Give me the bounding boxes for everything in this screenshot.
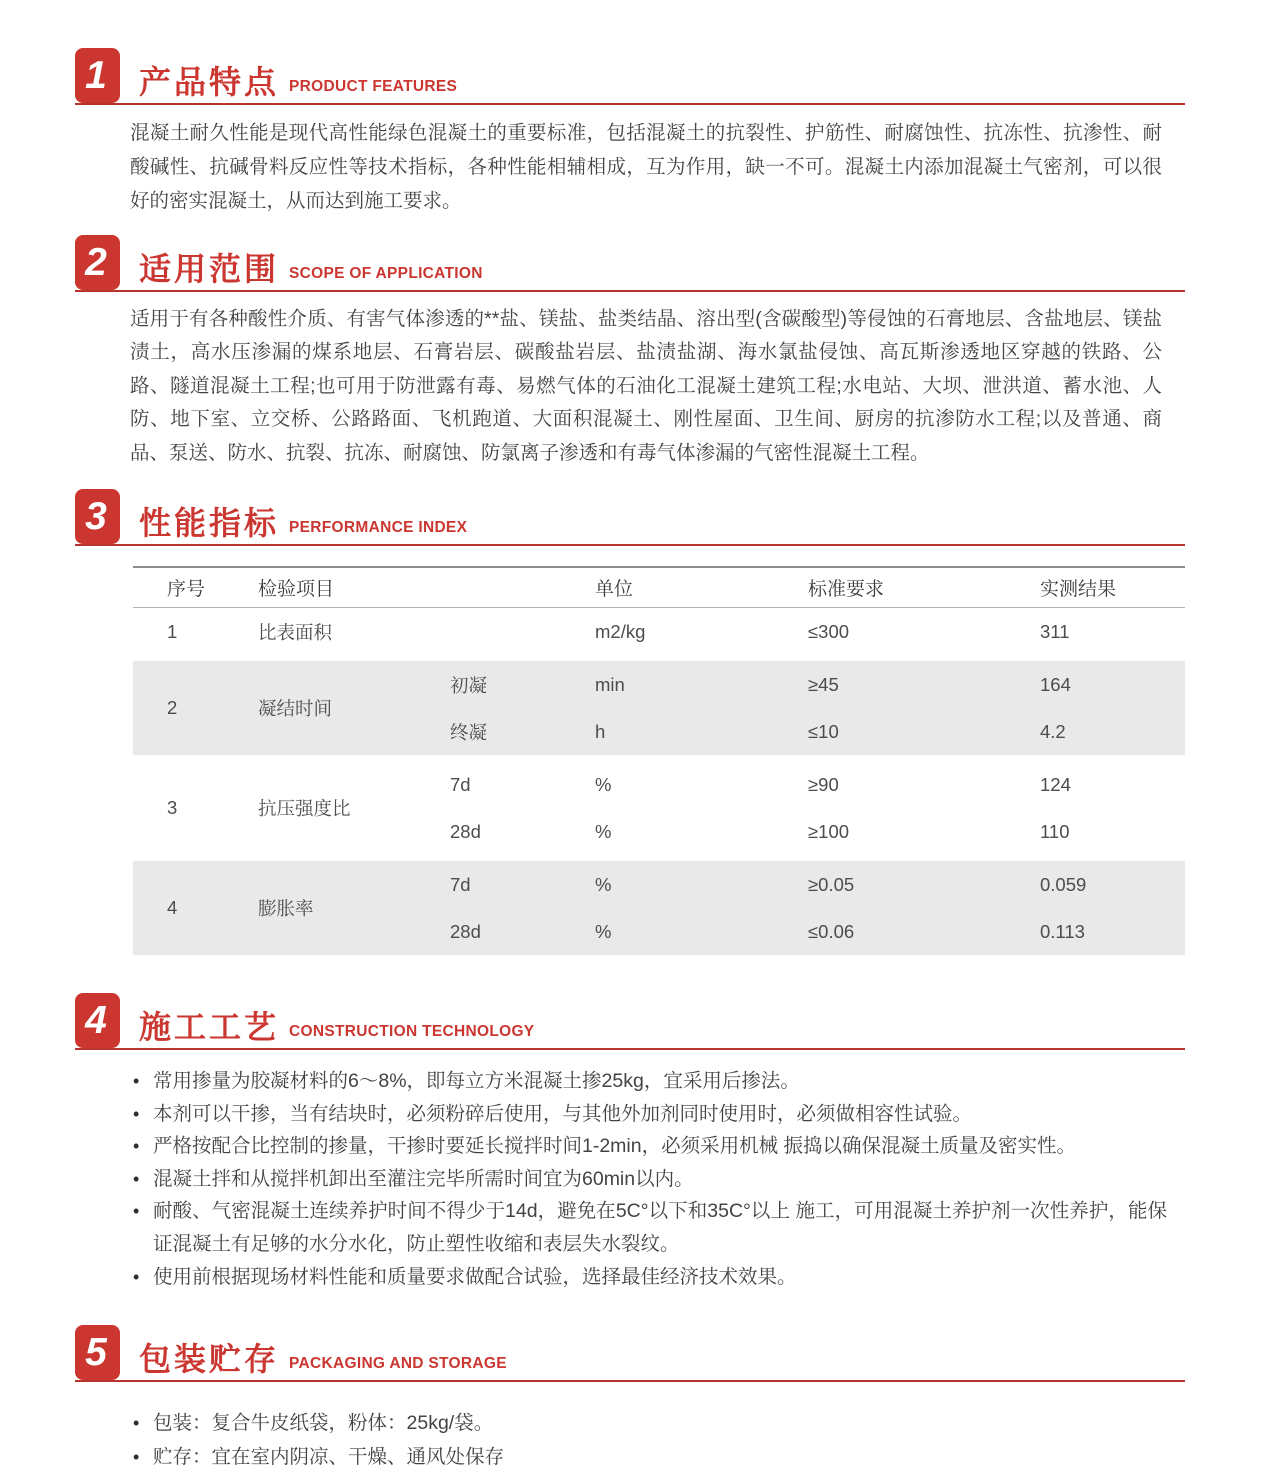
bullet-icon: [133, 1130, 139, 1163]
table-cell: min: [570, 658, 780, 708]
table-cell: 4: [133, 858, 240, 955]
section-header: [75, 991, 1185, 1050]
table-row: [133, 758, 1185, 808]
table-cell: 1: [167, 620, 178, 642]
table-cell: 抗压强度比: [240, 758, 430, 858]
section-product-features: [75, 46, 1185, 218]
section-subtitle-en: PERFORMANCE INDEX: [289, 519, 468, 537]
table-cell: h: [570, 708, 780, 758]
list-item: [132, 1440, 1167, 1474]
section-number: 3: [85, 494, 107, 538]
bullet-icon: [133, 1065, 139, 1098]
section-header: [75, 487, 1185, 546]
bullet-icon: [133, 1195, 139, 1228]
table-header-cell: 实测结果: [1010, 567, 1185, 608]
section-number-badge: [75, 1325, 120, 1380]
list-item: [132, 1098, 1167, 1131]
table-row: [133, 858, 1185, 908]
table-cell: 28d: [450, 820, 481, 842]
list-item-text: 贮存：宜在室内阴凉、干燥、通风处保存: [153, 1446, 505, 1469]
list-item-text: 本剂可以干掺，当有结块时，必须粉碎后使用，与其他外加剂同时使用时，必须做相容性试验。: [153, 1102, 973, 1125]
table-cell: 凝结时间: [240, 658, 430, 758]
table-header-cell: 序号: [133, 567, 240, 608]
list-item: [132, 1195, 1167, 1260]
performance-table: [133, 566, 1185, 955]
section-number-badge: [75, 489, 120, 544]
bullet-icon: [133, 1098, 139, 1131]
section-number: 1: [85, 53, 107, 97]
section-number-badge: [75, 993, 120, 1048]
section-number-badge: [75, 48, 120, 103]
table-cell: ≤300: [808, 620, 850, 642]
section-subtitle-en: CONSTRUCTION TECHNOLOGY: [289, 1023, 535, 1041]
table-header-cell: 单位: [570, 567, 780, 608]
table-header-row: [133, 567, 1185, 608]
table-row: [133, 608, 1185, 659]
bullet-icon: [133, 1261, 139, 1294]
table-cell: ≥45: [780, 658, 1010, 708]
table-cell: ≥0.05: [780, 858, 1010, 908]
table-cell: ≤10: [780, 708, 1010, 758]
list-item-text: 严格按配合比控制的掺量，干掺时要延长搅拌时间1-2min，必须采用机械 振捣以确保混凝土质量及密实性。: [153, 1135, 1077, 1158]
list-item: [132, 1163, 1167, 1196]
section-header: [75, 46, 1185, 105]
bullet-icon: [133, 1440, 139, 1474]
section-construction-technology: [75, 991, 1185, 1293]
table-cell: 膨胀率: [240, 858, 430, 955]
table-cell: 311: [1040, 620, 1070, 642]
section-header: [75, 1323, 1185, 1382]
section-packaging-and-storage: [75, 1323, 1185, 1474]
section-performance-index: [75, 487, 1185, 955]
list-item-text: 混凝土拌和从搅拌机卸出至灌注完毕所需时间宜为60min以内。: [153, 1167, 694, 1190]
product-features-paragraph: 混凝土耐久性能是现代高性能绿色混凝土的重要标准，包括混凝土的抗裂性、护筋性、耐腐蚀性、抗冻性、抗渗性、耐酸碱性、抗碱骨料反应性等技术指标，各种性能相辅相成，互为作用，缺一不可。混凝土内添加混凝土气密剂，可以很好的密实混凝土，从而达到施工要求。: [130, 122, 1162, 212]
table-cell: 3: [133, 758, 240, 858]
section-subtitle-en: PACKAGING AND STORAGE: [289, 1355, 507, 1373]
list-item: [132, 1130, 1167, 1163]
section-subtitle-en: SCOPE OF APPLICATION: [289, 265, 483, 282]
section-title: 性能指标: [139, 505, 280, 542]
table-cell: [430, 608, 570, 659]
section-title: 包装贮存: [139, 1341, 280, 1378]
table-cell: ≥90: [780, 758, 1010, 808]
table-cell: 124: [1010, 758, 1185, 808]
table-cell: 4.2: [1010, 708, 1185, 758]
table-cell: %: [570, 908, 780, 955]
list-item-text: 耐酸、气密混凝土连续养护时间不得少于14d，避免在5C°以下和35C°以上 施工，可用混凝土养护剂一次性养护，能保证混凝土有足够的水分水化，防止塑性收缩和表层失水裂纹。: [153, 1200, 1167, 1255]
bullet-icon: [133, 1406, 139, 1440]
section-header: [75, 233, 1185, 292]
section-title: 适用范围: [139, 251, 280, 287]
table-cell: 2: [133, 658, 240, 758]
section-subtitle-en: PRODUCT FEATURES: [289, 78, 458, 95]
table-row: [133, 658, 1185, 708]
section-number: 5: [85, 1330, 107, 1374]
section-number: 2: [85, 240, 107, 284]
table-cell: 28d: [430, 908, 570, 955]
construction-bullet-list: [132, 1065, 1167, 1293]
bullet-icon: [133, 1163, 139, 1196]
table-header-cell: 标准要求: [780, 567, 1010, 608]
list-item: [132, 1406, 1167, 1440]
scope-of-application-paragraph: 适用于有各种酸性介质、有害气体渗透的**盐、镁盐、盐类结晶、溶出型(含碳酸型)等侵蚀的石膏地层、含盐地层、镁盐渍土，高水压渗漏的煤系地层、石膏岩层、碳酸盐岩层、盐渍盐湖、海水氯盐侵蚀、高瓦斯渗透地区穿越的铁路、公路、隧道混凝土工程;也可用于防泄露有毒、易燃气体的石油化工混凝土建筑工程;水电站、大坝、泄洪道、蓄水池、人防、地下室、立交桥、公路路面、飞机跑道、大面积混凝土、刚性屋面、卫生间、厨房的抗渗防水工程;以及普通、商品、泵送、防水、抗裂、抗冻、耐腐蚀、防氯离子渗透和有毒气体渗漏的气密性混凝土工程。: [130, 308, 1162, 464]
table-cell: 0.059: [1010, 858, 1185, 908]
section-title: 施工工艺: [139, 1009, 280, 1046]
table-cell: 0.113: [1010, 908, 1185, 955]
table-cell: %: [570, 758, 780, 808]
list-item-text: 使用前根据现场材料性能和质量要求做配合试验，选择最佳经济技术效果。: [153, 1265, 797, 1288]
table-cell: 7d: [430, 758, 570, 808]
table-cell: 初凝: [430, 658, 570, 708]
table-header-cell: 检验项目: [240, 567, 430, 608]
list-item-text: 包装：复合牛皮纸袋，粉体：25kg/袋。: [153, 1412, 494, 1435]
section-number: 4: [85, 998, 107, 1042]
table-cell: m2/kg: [595, 620, 646, 642]
table-cell: %: [570, 858, 780, 908]
list-item: [132, 1065, 1167, 1098]
table-header-cell: [430, 567, 570, 608]
table-cell: %: [595, 820, 612, 842]
list-item: [132, 1261, 1167, 1294]
section-scope-of-application: [75, 233, 1185, 470]
section-number-badge: [75, 235, 120, 290]
packaging-bullet-list: [132, 1406, 1167, 1474]
table-cell: 7d: [430, 858, 570, 908]
table-cell: 比表面积: [258, 621, 333, 643]
list-item-text: 常用掺量为胶凝材料的6～8%，即每立方米混凝土掺25kg，宜采用后掺法。: [153, 1070, 800, 1093]
table-cell: 110: [1040, 820, 1070, 842]
table-cell: 终凝: [430, 708, 570, 758]
table-cell: 164: [1010, 658, 1185, 708]
table-cell: ≥100: [808, 820, 850, 842]
section-title: 产品特点: [139, 64, 280, 100]
table-cell: ≤0.06: [780, 908, 1010, 955]
